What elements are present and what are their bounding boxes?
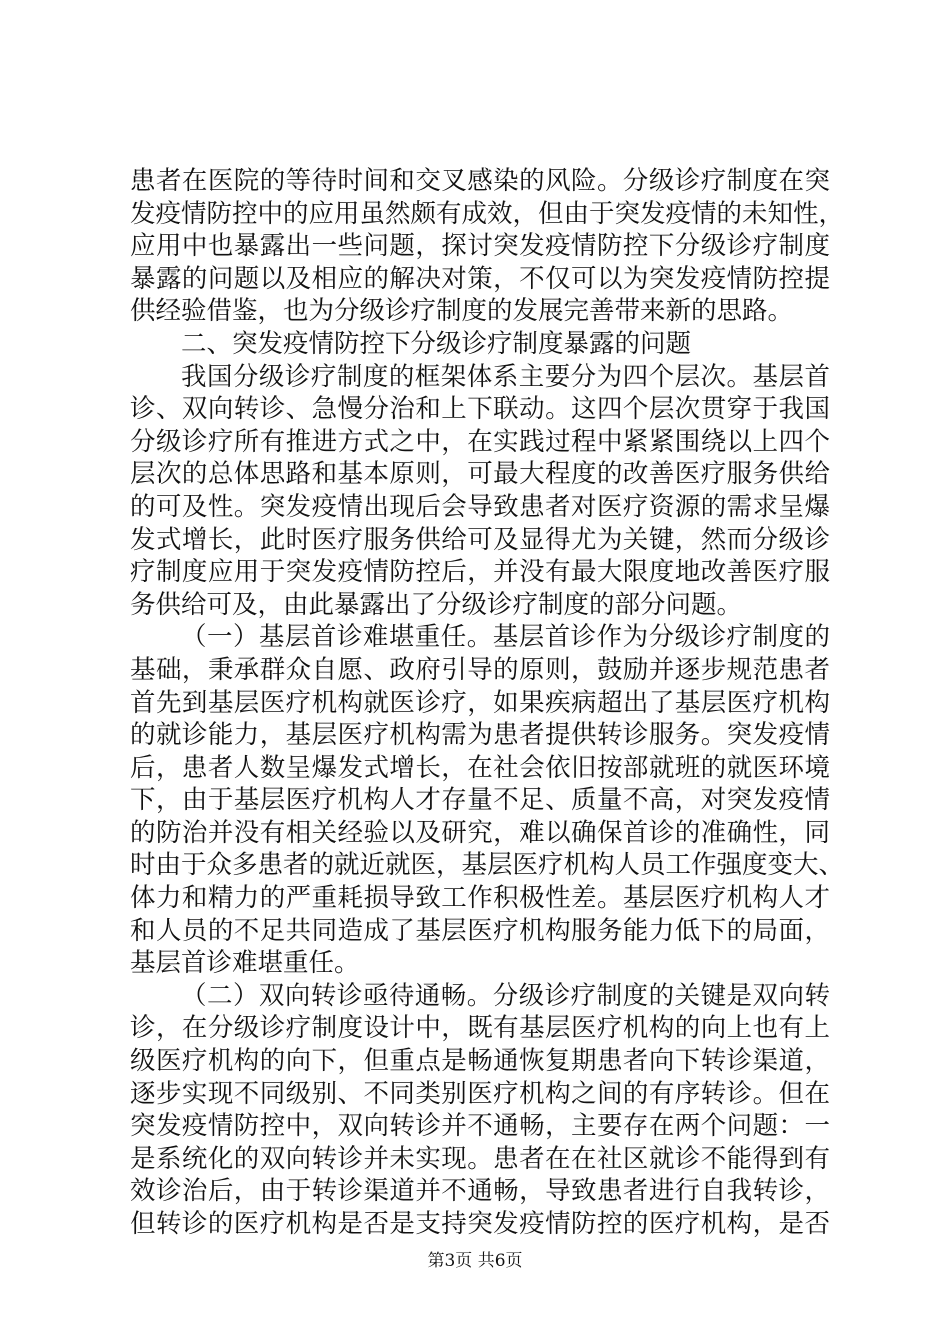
section-heading: 二、突发疫情防控下分级诊疗制度暴露的问题 [181,328,692,359]
text-line: 的就诊能力，基层医疗机构需为患者提供转诊服务。突发疫情 [130,720,830,751]
text-line: 诊，在分级诊疗制度设计中，既有基层医疗机构的向上也有上 [130,1013,830,1044]
text-line: 体力和精力的严重耗损导致工作积极性差。基层医疗机构人才 [130,883,830,914]
text-line: 分级诊疗所有推进方式之中，在实践过程中紧紧围绕以上四个 [130,426,830,457]
text-line: 基础，秉承群众自愿、政府引导的原则，鼓励并逐步规范患者 [130,654,830,685]
page-footer: 第3页 共6页 [427,1251,523,1271]
text-line: 层次的总体思路和基本原则，可最大程度的改善医疗服务供给 [130,459,830,490]
text-line: 诊、双向转诊、急慢分治和上下联动。这四个层次贯穿于我国 [130,394,830,425]
text-line: 突发疫情防控中，双向转诊并不通畅，主要存在两个问题：一 [130,1111,830,1142]
text-line: 发式增长，此时医疗服务供给可及显得尤为关键，然而分级诊 [130,524,830,555]
text-line: 后，患者人数呈爆发式增长，在社会依旧按部就班的就医环境 [130,752,830,783]
text-line: 基层首诊难堪重任。 [130,948,360,979]
subsection-line: （一）基层首诊难堪重任。基层首诊作为分级诊疗制度的 [181,622,830,653]
subsection-line: （二）双向转诊亟待通畅。分级诊疗制度的关键是双向转 [181,980,830,1011]
text-line: 我国分级诊疗制度的框架体系主要分为四个层次。基层首 [181,361,830,392]
text-line: 应用中也暴露出一些问题，探讨突发疫情防控下分级诊疗制度 [130,231,830,262]
text-line: 供经验借鉴，也为分级诊疗制度的发展完善带来新的思路。 [130,296,794,327]
text-line: 务供给可及，由此暴露出了分级诊疗制度的部分问题。 [130,589,743,620]
text-line: 时由于众多患者的就近就医，基层医疗机构人员工作强度变大、 [130,850,845,881]
text-line: 逐步实现不同级别、不同类别医疗机构之间的有序转诊。但在 [130,1078,830,1109]
text-line: 的可及性。突发疫情出现后会导致患者对医疗资源的需求呈爆 [130,491,830,522]
text-line: 疗制度应用于突发疫情防控后，并没有最大限度地改善医疗服 [130,557,830,588]
text-line: 级医疗机构的向下，但重点是畅通恢复期患者向下转诊渠道， [130,1046,830,1077]
text-line: 是系统化的双向转诊并未实现。患者在在社区就诊不能得到有 [130,1143,830,1174]
text-line: 下，由于基层医疗机构人才存量不足、质量不高，对突发疫情 [130,785,830,816]
text-line: 效诊治后，由于转诊渠道并不通畅，导致患者进行自我转诊， [130,1176,830,1207]
text-line: 但转诊的医疗机构是否是支持突发疫情防控的医疗机构，是否 [130,1209,830,1239]
text-line: 首先到基层医疗机构就医诊疗，如果疾病超出了基层医疗机构 [130,687,830,718]
text-line: 暴露的问题以及相应的解决对策，不仅可以为突发疫情防控提 [130,263,830,294]
body-text [130,165,845,1241]
text-line: 的防治并没有相关经验以及研究，难以确保首诊的准确性，同 [130,817,830,848]
text-line: 发疫情防控中的应用虽然颇有成效，但由于突发疫情的未知性， [130,198,845,229]
text-line: 和人员的不足共同造成了基层医疗机构服务能力低下的局面， [130,915,830,946]
text-line: 患者在医院的等待时间和交叉感染的风险。分级诊疗制度在突 [130,166,830,196]
